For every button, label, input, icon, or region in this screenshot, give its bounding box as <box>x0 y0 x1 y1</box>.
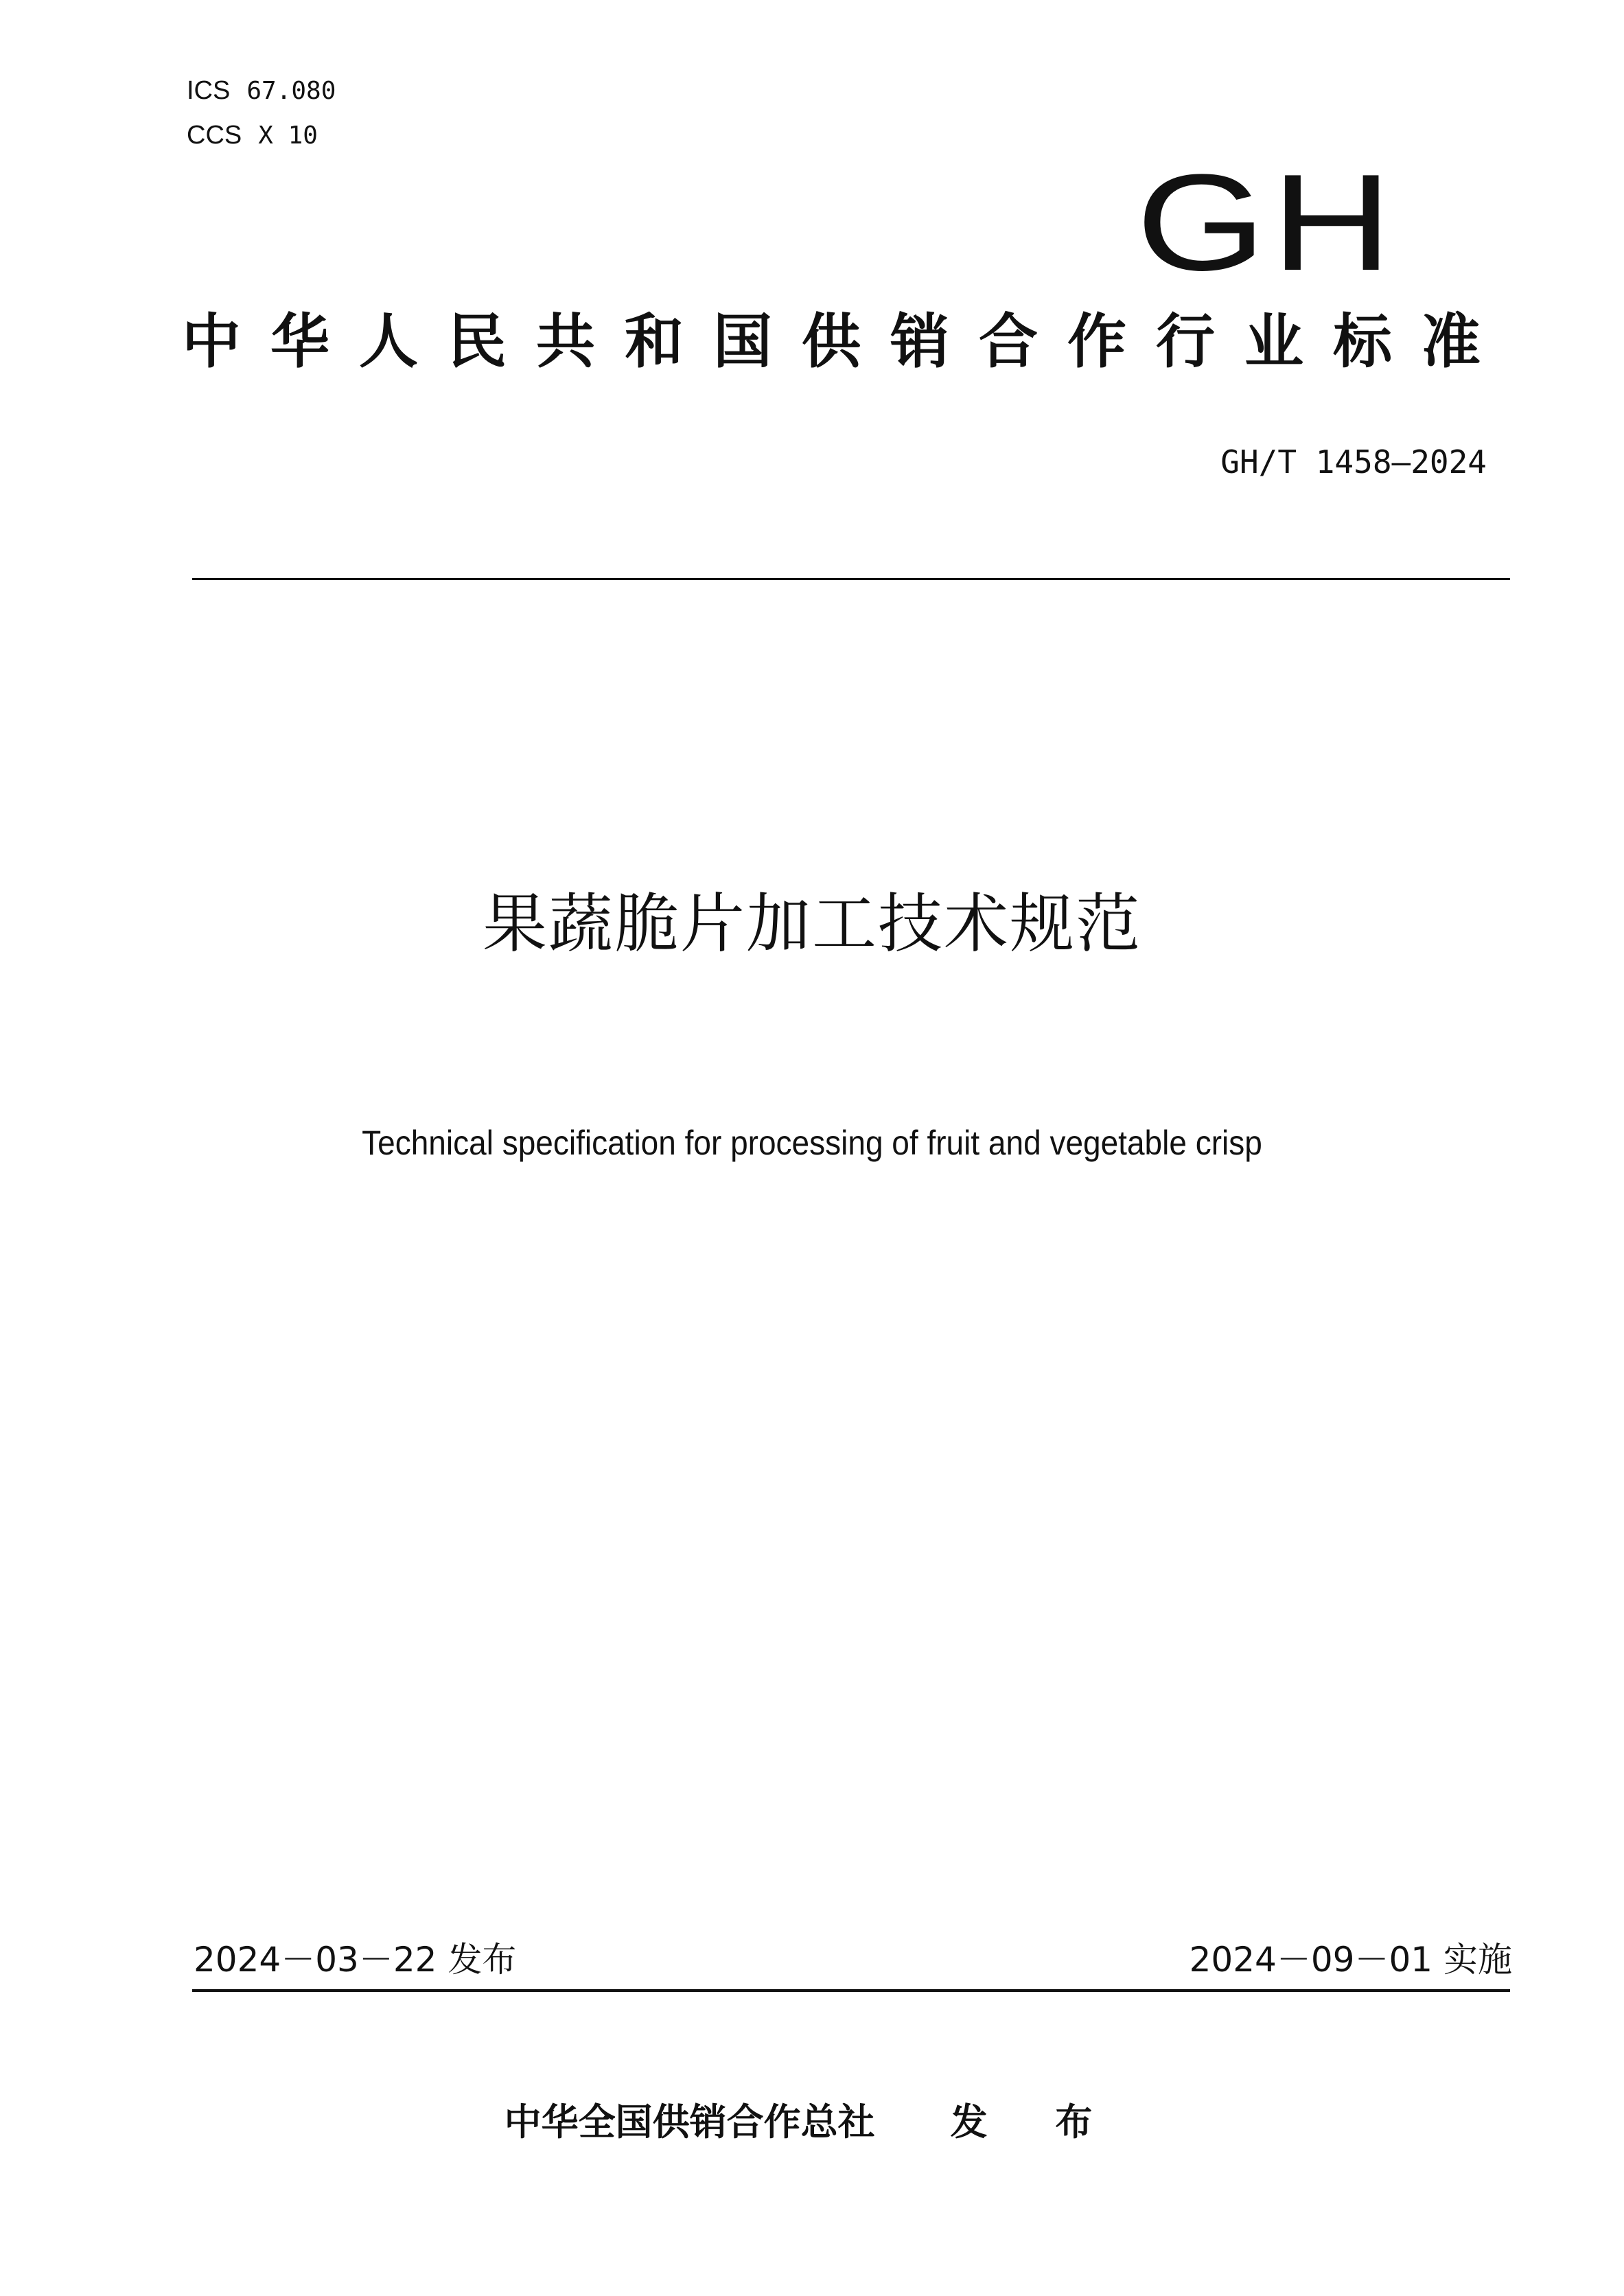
ccs-label: CCS <box>187 121 242 150</box>
standard-number: GH/T 1458—2024 <box>1220 443 1487 480</box>
gh-logo: GH <box>1136 146 1397 299</box>
issue-date: 2024－03－22 发布 <box>194 1940 517 1980</box>
ics-label: ICS <box>187 76 231 105</box>
ccs-code: X 10 <box>258 121 318 150</box>
publisher-name: 中华全国供销合作总社 <box>504 2100 875 2144</box>
ics-code: 67.080 <box>246 77 336 105</box>
publisher-line <box>0 2100 1624 2144</box>
footer-divider <box>192 1989 1510 1992</box>
publisher-action: 发 布 <box>950 2100 1120 2144</box>
document-title-english: Technical specification for processing of fruit and vegetable crisp <box>362 1124 1262 1162</box>
implementation-date: 2024－09－01 实施 <box>1189 1940 1512 1980</box>
ccs-line <box>187 122 318 148</box>
document-title-chinese: 果蔬脆片加工技术规范 <box>482 887 1141 962</box>
ics-line <box>187 78 336 104</box>
header-divider <box>192 578 1510 580</box>
standard-body-title: 中华人民共和国供销合作行业标准 <box>182 308 1510 376</box>
